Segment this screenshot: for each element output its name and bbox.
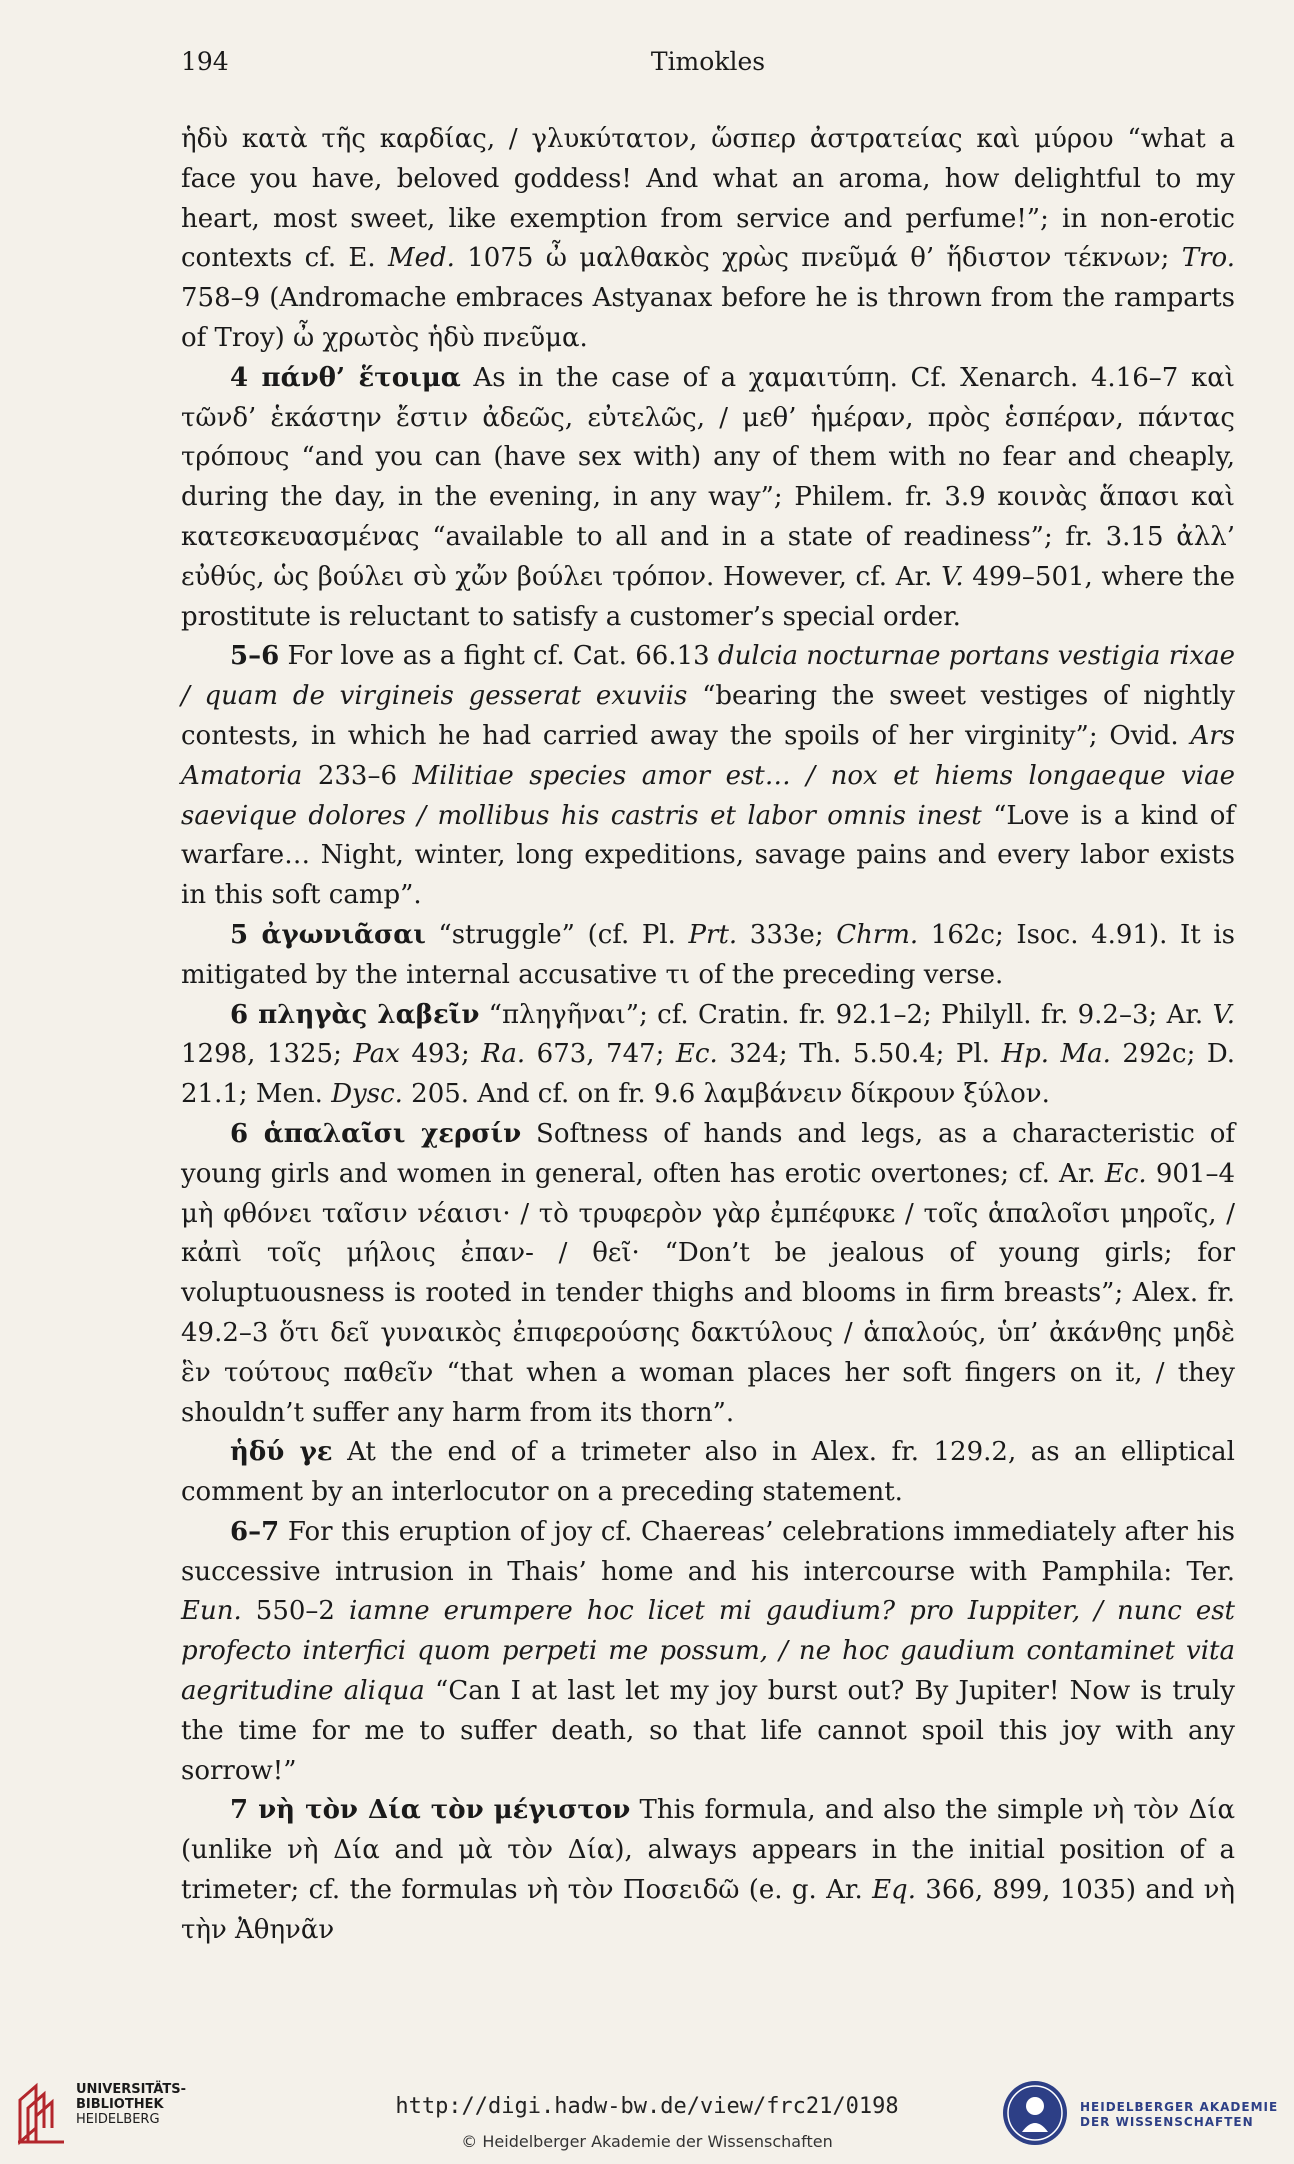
text-run: As in the case of a χαμαιτύπη. Cf. Xenarch. 4.16–7 καὶ τῶνδ’ ἑκάστην ἔστιν ἀδεῶς, εὐτελῶς, / μεθ’ ἡμέραν, πρὸς ἑσπέραν, πάντας τρόπους “and you can (have sex with) any of them with no fear and cheaply, during the day, in the evening, in any way”; Philem. fr. 3.9 κοινὰς ἅπασι καὶ κατεσκευασμένας “available to all and in a state of readiness”; fr. 3.15 ἀλλ’ εὐθύς, ὡς βούλει σὺ χὤν βούλει τρόπον. However, cf. Ar.: [181, 362, 1235, 592]
lemma: 6 ἁπαλαῖσι χερσίν: [230, 1118, 522, 1149]
commentary-paragraph: [181, 1433, 1235, 1513]
italic-citation: Med.: [387, 243, 455, 274]
italic-citation: V.: [1212, 999, 1235, 1030]
italic-citation: Dysc.: [331, 1079, 403, 1110]
text-run: At the end of a trimeter also in Alex. fr. 129.2, as an elliptical comment by an interlocutor on a preceding statement.: [181, 1437, 1236, 1508]
lemma: 5–6: [230, 641, 280, 672]
text-run: 292c; D. 21.1; Men.: [181, 1039, 1236, 1110]
text-run: 162c; Isoc. 4.91). It is mitigated by the internal accusative τι of the preceding verse.: [181, 919, 1235, 990]
italic-citation: V.: [941, 561, 964, 592]
italic-citation: Prt.: [688, 919, 738, 950]
text-run: Softness of hands and legs, as a characteristic of young girls and women in general, often has erotic overtones; cf. Ar.: [181, 1118, 1235, 1189]
lemma: 7 νὴ τὸν Δία τὸν μέγιστον: [230, 1795, 631, 1826]
text-run: ἡδὺ κατὰ τῆς καρδίας, / γλυκύτατον, ὥσπερ ἀστρατείας καὶ μύρου “what a face you have, beloved goddess! And what an aroma, how delightful to my heart, most sweet, like exemption from service and perfume!”; in non-erotic contexts cf. E.: [181, 124, 1235, 274]
text-run: “Can I at last let my joy burst out? By Jupiter! Now is truly the time for me to suffer death, so that life cannot spoil this joy with any sorrow!”: [181, 1676, 1235, 1786]
lemma: 5 ἀγωνιᾶσαι: [230, 919, 426, 950]
commentary-paragraph: [181, 916, 1235, 996]
italic-citation: Hp. Ma.: [1001, 1039, 1111, 1070]
text-run: 499–501, where the prostitute is reluctant to satisfy a customer’s special order.: [181, 561, 1236, 632]
text-run: “πληγῆναι”; cf. Cratin. fr. 92.1–2; Philyll. fr. 9.2–3; Ar.: [479, 999, 1213, 1030]
italic-citation: Pax: [353, 1039, 400, 1070]
commentary-paragraph: [181, 996, 1235, 1115]
text-run: This formula, and also the simple νὴ τὸν Δία (unlike νὴ Δία and μὰ τὸν Δία), always appears in the initial position of a trimeter; cf. the formulas νὴ τὸν Ποσειδῶ (e. g. Ar.: [181, 1795, 1235, 1906]
lemma: ἡδύ γε: [230, 1437, 333, 1468]
italic-citation: Tro.: [1181, 243, 1235, 274]
text-run: 493;: [399, 1039, 482, 1070]
commentary-paragraph: [181, 1513, 1235, 1792]
page-number: 194: [181, 47, 229, 76]
commentary-paragraph: [181, 1791, 1235, 1950]
text-run: “struggle” (cf. Pl.: [425, 919, 689, 950]
commentary-paragraph: [181, 359, 1235, 638]
text-run: 233–6: [302, 760, 413, 791]
text-run: 901–4 μὴ φθόνει ταῖσιν νέαισι· / τὸ τρυφερὸν γὰρ ἐμπέφυκε / τοῖς ἁπαλοῖσι μηροῖς, / κἀπὶ τοῖς μήλοις ἐπαν- / θεῖ· “Don’t be jealous of young girls; for voluptuousness is rooted in tender thighs and blooms in firm breasts”; Alex. fr. 49.2–3 ὅτι δεῖ γυναικὸς ἐπιφερούσης δακτύλους / ἁπαλούς, ὑπ’ ἀκάνθης μηδὲ ἓν τούτους παθεῖν “that when a woman places her soft fingers on it, / they shouldn’t suffer any harm from its thorn”.: [181, 1158, 1236, 1428]
commentary-paragraph: [181, 120, 1235, 359]
footer-bar: [0, 2066, 1294, 2164]
lemma: 6–7: [230, 1516, 280, 1547]
italic-citation: Ra.: [481, 1039, 526, 1070]
italic-citation: iamne erumpere hoc licet mi gaudium? pro Iuppiter, / nunc est profecto interfici quom perpeti me possum, / ne hoc gaudium contaminet vita aegritudine aliqua: [181, 1596, 1235, 1707]
text-run: 673, 747;: [525, 1039, 676, 1070]
text-run: For this eruption of joy cf. Chaereas’ celebrations immediately after his successive intrusion in Thais’ home and his intercourse with Pamphila: Ter.: [181, 1516, 1235, 1587]
italic-citation: Eq.: [872, 1875, 916, 1906]
running-title: Timokles: [650, 47, 766, 76]
lemma: 4 πάνθ’ ἕτοιμα: [230, 362, 461, 393]
italic-citation: Ec.: [675, 1039, 718, 1070]
text-run: 758–9 (Andromache embraces Astyanax before he is thrown from the ramparts of Troy) ὦ χρωτὸς ἡδὺ πνεῦμα.: [181, 283, 1235, 353]
text-run: 1298, 1325;: [181, 1039, 354, 1070]
lemma: 6 πληγὰς λαβεῖν: [230, 999, 480, 1030]
italic-citation: Ec.: [1104, 1158, 1147, 1189]
copyright-notice: © Heidelberger Akademie der Wissenschaften: [461, 2132, 833, 2151]
text-run: 366, 899, 1035) and νὴ τὴν Ἀθηνᾶν: [181, 1875, 1235, 1945]
library-name: UNIVERSITÄTS- BIBLIOTHEK HEIDELBERG: [76, 2082, 186, 2127]
italic-citation: dulcia nocturnae portans vestigia rixae / quam de virgineis gesserat exuviis: [181, 641, 1235, 712]
academy-name: HEIDELBERGER AKADEMIE DER WISSENSCHAFTEN: [1080, 2100, 1279, 2129]
text-run: 1075 ὦ μαλθακὸς χρὼς πνεῦμά θ’ ἥδιστον τέκνων;: [454, 243, 1182, 274]
italic-citation: Chrm.: [836, 919, 919, 950]
commentary-paragraph: [181, 1115, 1235, 1433]
text-run: 205. And cf. on fr. 9.6 λαμβάνειν δίκρουν ξύλον.: [402, 1079, 1050, 1110]
text-run: 333e;: [737, 919, 837, 950]
academy-seal-icon: [1000, 2078, 1070, 2148]
text-run: “Love is a kind of warfare… Night, winter, long expeditions, savage pains and every labor exists in this soft camp”.: [181, 800, 1235, 911]
commentary-body: [181, 120, 1235, 1951]
italic-citation: Ars Amatoria: [181, 720, 1235, 791]
permalink-url[interactable]: http://digi.hadw-bw.de/view/frc21/0198: [395, 2094, 899, 2119]
text-run: “bearing the sweet vestiges of nightly contests, in which he had carried away the spoils of her virginity”; Ovid.: [181, 681, 1235, 751]
running-head: [181, 44, 1235, 80]
italic-citation: Militiae species amor est… / nox et hiems longaeque viae saevique dolores / mollibus his castris et labor omnis inest: [181, 760, 1235, 831]
text-run: For love as a fight cf. Cat. 66.13: [279, 641, 718, 672]
italic-citation: Eun.: [181, 1596, 242, 1627]
text-run: 324; Th. 5.50.4; Pl.: [717, 1039, 1002, 1070]
commentary-paragraph: [181, 637, 1235, 916]
text-run: 550–2: [241, 1596, 349, 1627]
